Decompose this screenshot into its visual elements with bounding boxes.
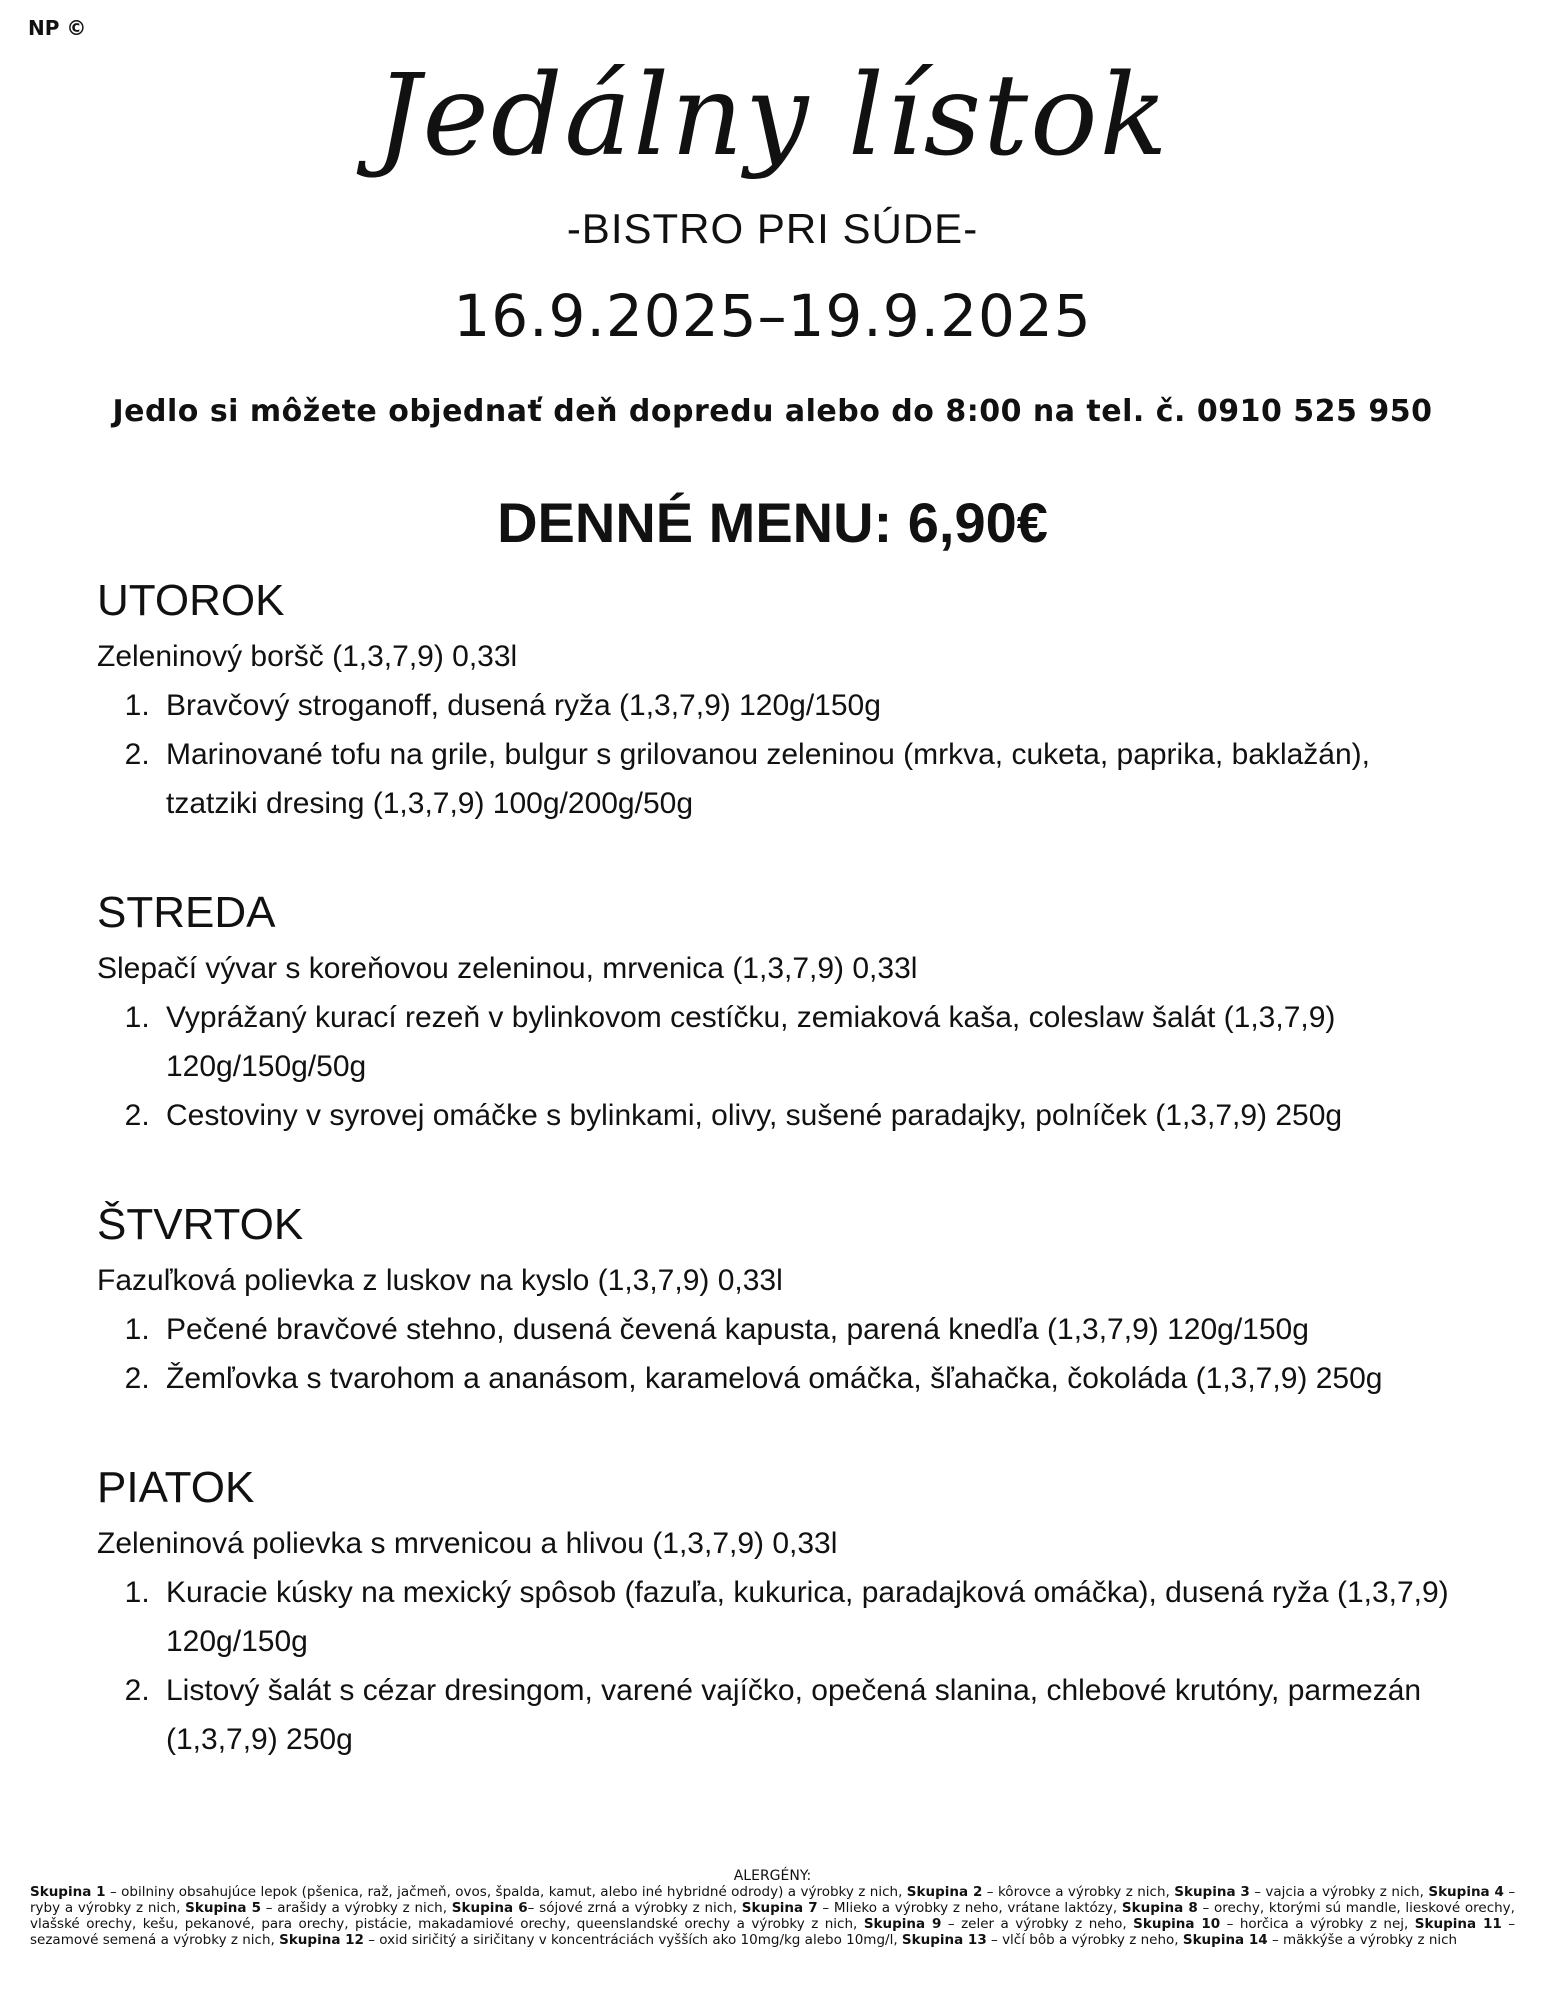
allergen-group-label: Skupina 9 — [863, 1916, 942, 1932]
day-heading: STREDA — [97, 888, 276, 937]
allergen-group-label: Skupina 3 — [1174, 1884, 1250, 1900]
allergen-group-text: vlčí bôb a výrobky z neho, — [1002, 1932, 1179, 1948]
dish-list — [97, 993, 1457, 1140]
allergen-group-label: Skupina 10 — [1133, 1916, 1221, 1932]
allergen-group-label: Skupina 14 — [1182, 1932, 1268, 1948]
allergen-group-text: ryby a výrobky z nich, — [30, 1900, 181, 1916]
allergen-group-text: obilniny obsahujúce lepok (pšenica, raž, jačmeň, ovos, špalda, kamut, alebo iné hybridné odrody) a výrobky z nich, — [121, 1884, 903, 1900]
allergen-group-text: zeler a výrobky z neho, — [961, 1916, 1127, 1932]
allergen-group-text: oxid siričitý a siričitany v koncentráciách vyšších ako 10mg/kg alebo 10mg/l, — [379, 1932, 898, 1948]
allergen-group-label: Skupina 4 — [1428, 1884, 1504, 1900]
day-friday — [97, 1461, 1457, 1764]
day-heading: ŠTVRTOK — [97, 1200, 304, 1249]
allergen-group-label: Skupina 1 — [30, 1884, 106, 1900]
allergen-legend — [30, 1868, 1515, 1948]
allergen-group-label: Skupina 7 — [741, 1900, 818, 1916]
allergen-group-label: Skupina 12 — [279, 1932, 364, 1948]
allergen-group-text: sezamové semená a výrobky z nich, — [30, 1932, 275, 1948]
dish-item: 1. Bravčový stroganoff, dusená ryža (1,3,7,9) 120g/150g — [158, 681, 1457, 730]
dish-item: 2. Marinované tofu na grile, bulgur s grilovanou zeleninou (mrkva, cuketa, paprika, baklažán), tzatziki dresing (1,3,7,9) 100g/200g/50g — [158, 730, 1457, 828]
dish-item: 2. Žemľovka s tvarohom a ananásom, karamelová omáčka, šľahačka, čokoláda (1,3,7,9) 250g — [158, 1354, 1457, 1403]
day-thursday — [97, 1198, 1457, 1403]
allergen-group-label: Skupina 11 — [1414, 1916, 1502, 1932]
dish-item: 1. Pečené bravčové stehno, dusená čevená kapusta, parená knedľa (1,3,7,9) 120g/150g — [158, 1305, 1457, 1354]
allergen-group-text: vajcia a výrobky z nich, — [1265, 1884, 1424, 1900]
allergen-group-label: Skupina 13 — [901, 1932, 987, 1948]
soup-item: Zeleninová polievka s mrvenicou a hlivou (1,3,7,9) 0,33l — [97, 1527, 838, 1560]
allergen-group-label: Skupina 8 — [1121, 1900, 1198, 1916]
allergen-group-text: kôrovce a výrobky z nich, — [997, 1884, 1170, 1900]
allergen-group-label: Skupina 6 — [451, 1900, 528, 1916]
allergen-group-text: Mlieko a výrobky z neho, vrátane laktózy, — [833, 1900, 1118, 1916]
allergen-group-text: arašidy a výrobky z nich, — [277, 1900, 448, 1916]
dish-list — [97, 681, 1457, 828]
allergen-group-text: orechy, ktorými sú mandle, lieskové orechy, vlašské orechy, kešu, pekanové, para orechy, pistácie, makadamiové orechy, queenslandské orechy a výrobky z nich, — [30, 1900, 1515, 1932]
day-wednesday — [97, 886, 1457, 1140]
allergen-group-label: Skupina 2 — [906, 1884, 983, 1900]
dish-item: 2. Listový šalát s cézar dresingom, varené vajíčko, opečená slanina, chlebové krutóny, parmezán (1,3,7,9) 250g — [158, 1666, 1457, 1764]
day-heading: PIATOK — [97, 1463, 255, 1512]
day-heading: UTOROK — [97, 576, 285, 625]
restaurant-name: -BISTRO PRI SÚDE- — [566, 205, 979, 252]
soup-item: Fazuľková polievka z luskov na kyslo (1,3,7,9) 0,33l — [97, 1264, 783, 1297]
dish-list — [97, 1568, 1457, 1764]
allergen-group-text: horčica a výrobky z nej, — [1239, 1916, 1409, 1932]
soup-item: Zeleninový boršč (1,3,7,9) 0,33l — [97, 640, 518, 673]
dish-item: 1. Kuracie kúsky na mexický spôsob (fazuľa, kukurica, paradajková omáčka), dusená ryža (1,3,7,9) 120g/150g — [158, 1568, 1457, 1666]
order-note: Jedlo si môžete objednať deň dopredu alebo do 8:00 na tel. č. 0910 525 950 — [112, 394, 1433, 429]
allergen-group-label: Skupina 5 — [185, 1900, 262, 1916]
allergen-text: Skupina 1 – obilniny obsahujúce lepok (pšenica, raž, jačmeň, ovos, špalda, kamut, alebo iné hybridné odrody) a výrobky z nich, Skupina 2 – kôrovce a výrobky z nich, Skupina 3 – vajcia a výrobky z nich, Skupina 4 – ryby a výrobky z nich, Skupina 5 – arašidy a výrobky z nich, Skupina 6– sójové zrná a výrobky z nich, Skupina 7 – Mlieko a výrobky z neho, vrátane laktózy, Skupina 8 – orechy, ktorými sú mandle, lieskové orechy, vlašské orechy, kešu, pekanové, para orechy, pistácie, makadamiové orechy, queenslandské orechy a výrobky z nich, Skupina 9 – zeler a výrobky z neho, Skupina 10 – horčica a výrobky z nej, Skupina 11 – sezamové semená a výrobky z nich, Skupina 12 – oxid siričitý a siričitany v koncentráciách vyšších ako 10mg/kg alebo 10mg/l, Skupina 13 – vlčí bôb a výrobky z neho, Skupina 14 – mäkkýše a výrobky z nich — [30, 1884, 1516, 1948]
copyright-mark: NP © — [28, 16, 87, 40]
daily-menu-price: DENNÉ MENU: 6,90€ — [497, 491, 1048, 554]
dish-item: 2. Cestoviny v syrovej omáčke s bylinkami, olivy, sušené paradajky, polníček (1,3,7,9) 250g — [158, 1091, 1457, 1140]
allergen-group-text: sójové zrná a výrobky z nich, — [539, 1900, 738, 1916]
allergen-group-text: mäkkýše a výrobky z nich — [1283, 1932, 1458, 1948]
dish-list — [97, 1305, 1457, 1403]
page-title: Jedálny lístok — [375, 51, 1170, 181]
weekly-menu — [97, 574, 1457, 1822]
day-tuesday — [97, 574, 1457, 828]
allergen-title: ALERGÉNY: — [733, 1868, 812, 1884]
dish-item: 1. Vyprážaný kurací rezeň v bylinkovom cestíčku, zemiaková kaša, coleslaw šalát (1,3,7,9) 120g/150g/50g — [158, 993, 1457, 1091]
soup-item: Slepačí vývar s koreňovou zeleninou, mrvenica (1,3,7,9) 0,33l — [97, 952, 918, 985]
date-range: 16.9.2025–19.9.2025 — [453, 282, 1092, 350]
